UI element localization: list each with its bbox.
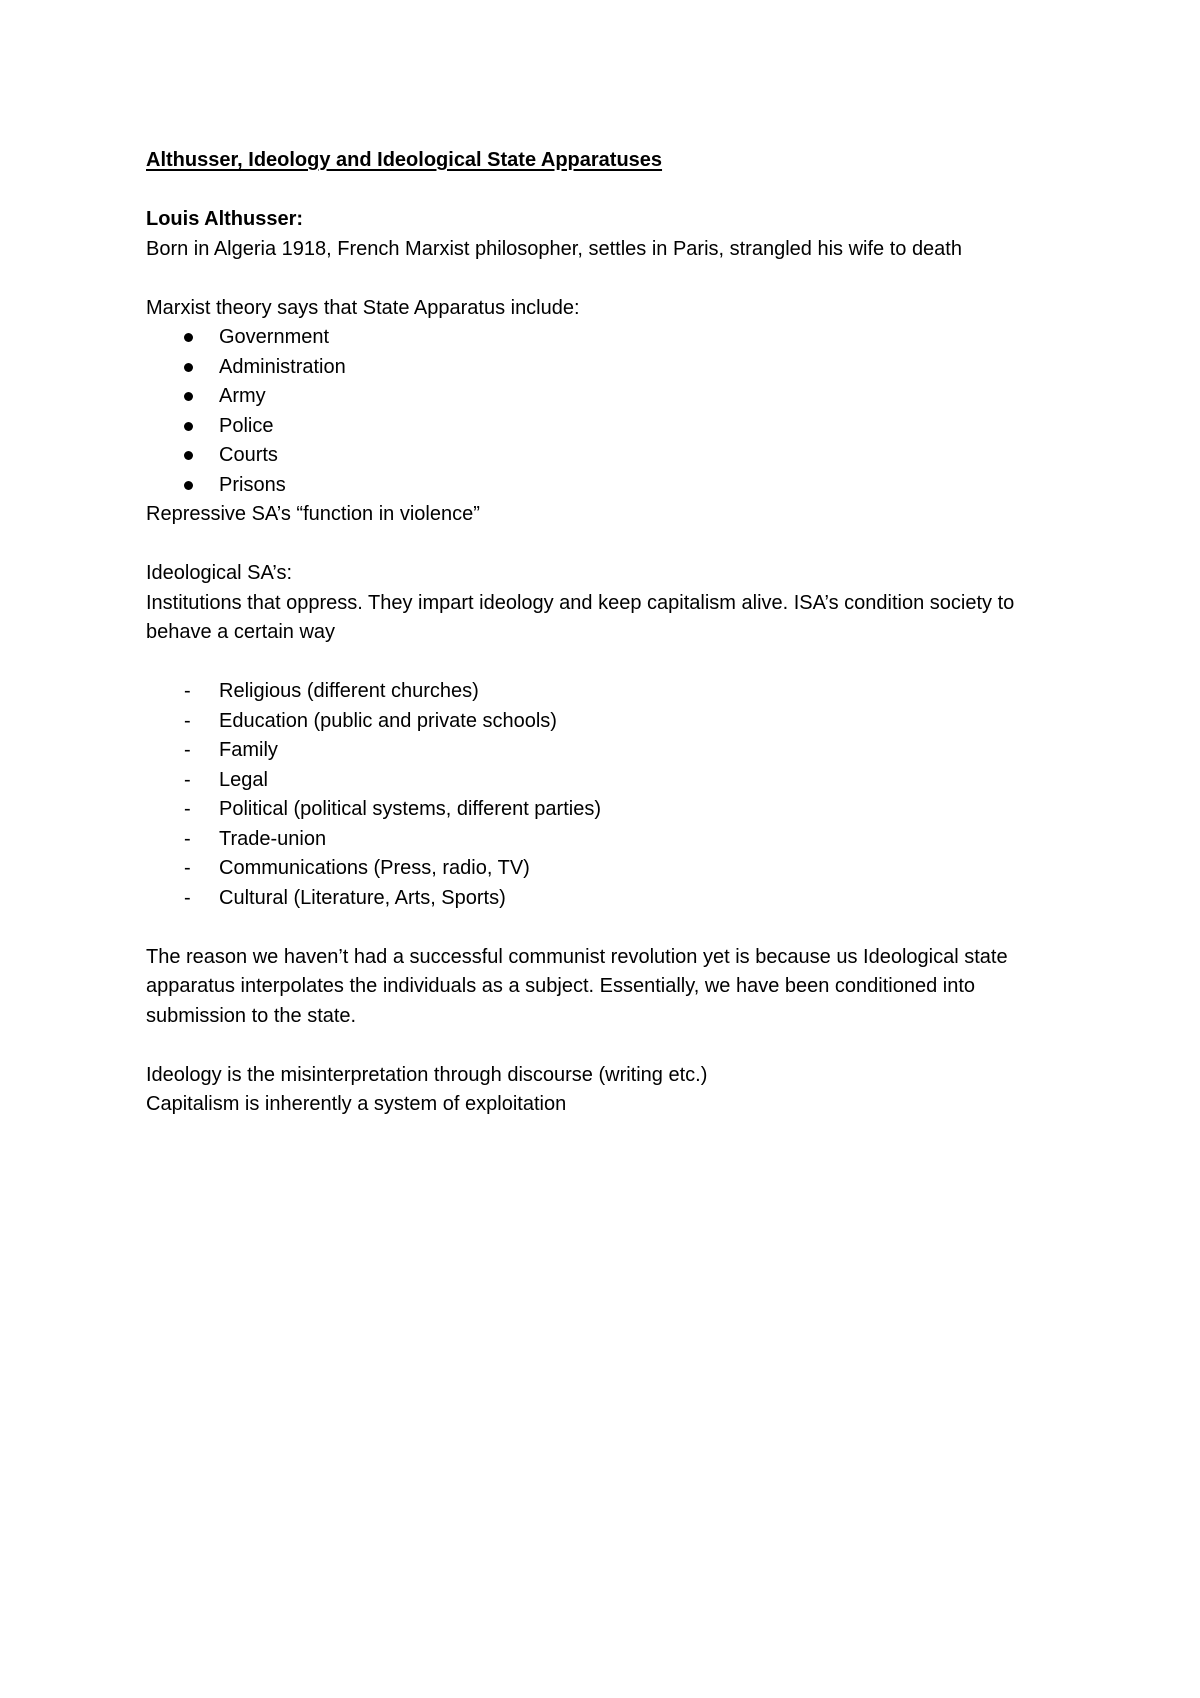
dash-marker: -: [184, 680, 191, 702]
bullet-icon: [184, 481, 193, 490]
list-item-text: Family: [219, 739, 278, 761]
list-item: [146, 795, 1076, 825]
list-item: [146, 825, 1076, 855]
list-item: [146, 766, 1076, 796]
list-item: [146, 884, 1076, 914]
bio-paragraph: Born in Algeria 1918, French Marxist philosopher, settles in Paris, strangled his wife to death: [146, 237, 962, 260]
list-item: [146, 677, 1076, 707]
list-item-text: Political (political systems, different parties): [219, 798, 601, 820]
list-item: [146, 471, 1076, 501]
subject-heading: Louis Althusser:: [146, 208, 304, 230]
isa-heading: Ideological SA’s:: [146, 562, 293, 584]
capitalism-note: Capitalism is inherently a system of exploitation: [146, 1093, 567, 1115]
list-item-text: Cultural (Literature, Arts, Sports): [219, 886, 506, 909]
spacer: [146, 530, 1076, 560]
dash-marker: -: [184, 827, 191, 850]
list-item-text: Police: [219, 414, 274, 437]
list-item-text: Courts: [219, 444, 278, 466]
list-item-text: Army: [219, 385, 266, 407]
list-item-text: Prisons: [219, 473, 286, 496]
repressive-note: Repressive SA’s “function in violence”: [146, 503, 480, 525]
spacer: [146, 1031, 1076, 1061]
list-item: [146, 441, 1076, 471]
dash-marker: -: [184, 709, 191, 732]
list-item-text: Government: [219, 326, 330, 348]
list-item-text: Trade-union: [219, 827, 327, 850]
spacer: [146, 648, 1076, 678]
list-item-text: Communications (Press, radio, TV): [219, 857, 530, 879]
bullet-icon: [184, 392, 193, 401]
spacer: [146, 264, 1076, 294]
isa-description: Institutions that oppress. They impart ideology and keep capitalism alive. ISA’s condition society to behave a certain way: [146, 591, 1015, 643]
bullet-icon: [184, 422, 193, 431]
list-item: [146, 382, 1076, 412]
spacer: [146, 176, 1076, 206]
list-item-text: Legal: [219, 768, 268, 791]
list-item: [146, 736, 1076, 766]
dash-marker: -: [184, 857, 191, 879]
list-item-text: Religious (different churches): [219, 680, 479, 702]
dash-marker: -: [184, 886, 191, 909]
list-item: [146, 353, 1076, 383]
list-item: [146, 707, 1076, 737]
bullet-icon: [184, 363, 193, 372]
dash-marker: -: [184, 798, 191, 820]
document-title: Althusser, Ideology and Ideological State Apparatuses: [146, 149, 663, 171]
bullet-icon: [184, 451, 193, 460]
list-item: [146, 412, 1076, 442]
dash-marker: -: [184, 768, 191, 791]
sa-intro: Marxist theory says that State Apparatus include:: [146, 296, 580, 319]
list-item: [146, 323, 1076, 353]
ideology-definition: Ideology is the misinterpretation through discourse (writing etc.): [146, 1063, 708, 1086]
spacer: [146, 913, 1076, 943]
dash-marker: -: [184, 739, 191, 761]
list-item: [146, 854, 1076, 884]
conclusion-paragraph: The reason we haven’t had a successful communist revolution yet is because us Ideological state apparatus interpolates the individuals as a subject. Essentially, we have been conditioned into submission to the state.: [146, 945, 1008, 1027]
sa-bullet-list: [146, 323, 1076, 500]
list-item-text: Education (public and private schools): [219, 709, 557, 732]
document-body: [146, 146, 1076, 1120]
isa-dash-list: [146, 677, 1076, 913]
list-item-text: Administration: [219, 355, 346, 378]
bullet-icon: [184, 333, 193, 342]
